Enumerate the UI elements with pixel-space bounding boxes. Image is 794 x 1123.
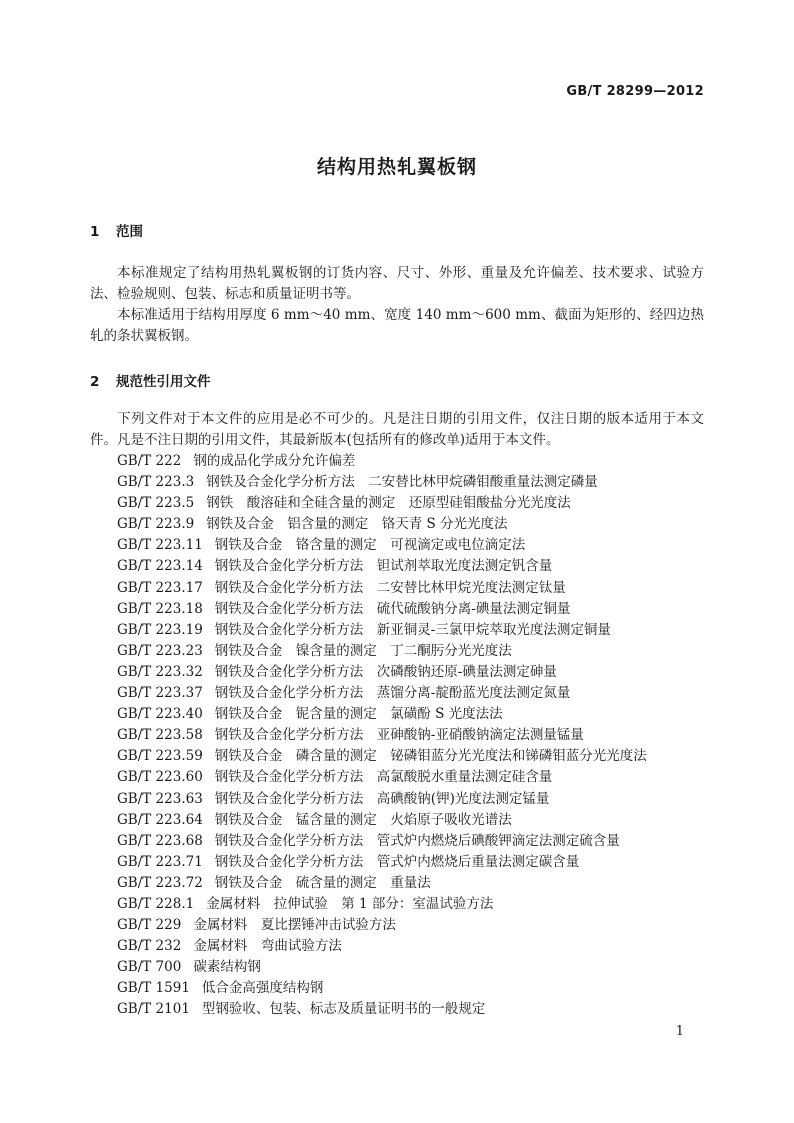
- reference-title: 碳素结构钢: [193, 959, 261, 976]
- reference-code: GB/T 223.60: [117, 769, 203, 786]
- reference-title: 钢的成品化学成分允许偏差: [193, 453, 356, 469]
- reference-title: 钢铁及合金 铌含量的测定 氯磺酚 S 光度法法: [214, 706, 503, 723]
- reference-item: [117, 641, 647, 662]
- reference-code: GB/T 223.71: [117, 853, 203, 870]
- reference-code: GB/T 223.59: [117, 748, 203, 765]
- reference-item: [117, 873, 647, 894]
- section-2-heading: [90, 370, 211, 390]
- reference-code: GB/T 223.3: [117, 474, 195, 491]
- reference-item: [117, 556, 647, 577]
- reference-title: 低合金高强度结构钢: [201, 980, 324, 997]
- reference-code: GB/T 223.63: [117, 790, 203, 807]
- reference-code: GB/T 228.1: [117, 895, 195, 912]
- reference-title: 钢铁及合金化学分析方法 二安替比林甲烷磷钼酸重量法测定磷量: [206, 474, 598, 491]
- section-2-title: 规范性引用文件: [116, 374, 211, 390]
- reference-item: [117, 620, 647, 641]
- document-title: 结构用热轧翼板钢: [316, 156, 477, 178]
- reference-item: [117, 746, 647, 767]
- reference-item: [117, 810, 647, 831]
- reference-title: 钢铁及合金化学分析方法 管式炉内燃烧后重量法测定碳含量: [214, 853, 580, 870]
- reference-code: GB/T 223.5: [117, 495, 195, 512]
- reference-title: 型钢验收、包装、标志及质量证明书的一般规定: [201, 1001, 486, 1018]
- reference-item: [117, 767, 647, 788]
- reference-item: [117, 704, 647, 725]
- reference-title: 钢铁及合金 铝含量的测定 铬天青 S 分光光度法: [206, 516, 508, 533]
- reference-item: [117, 451, 647, 472]
- reference-item: [117, 936, 647, 957]
- reference-item: [117, 535, 647, 556]
- section-1-number: 1: [90, 224, 100, 240]
- reference-title: 钢铁及合金 镍含量的测定 丁二酮肟分光光度法: [214, 642, 512, 659]
- reference-code: GB/T 223.11: [117, 537, 203, 554]
- reference-title: 金属材料 拉伸试验 第 1 部分：室温试验方法: [206, 895, 494, 912]
- reference-code: GB/T 223.64: [117, 811, 203, 828]
- reference-item: [117, 999, 647, 1020]
- reference-item: [117, 683, 647, 704]
- reference-title: 钢铁及合金化学分析方法 高碘酸钠(钾)光度法测定锰量: [214, 790, 550, 807]
- reference-item: [117, 514, 647, 535]
- reference-title: 钢铁及合金化学分析方法 新亚铜灵-三氯甲烷萃取光度法测定铜量: [214, 621, 611, 638]
- reference-code: GB/T 223.23: [117, 642, 203, 659]
- reference-code: GB/T 223.18: [117, 600, 203, 617]
- reference-code: GB/T 223.32: [117, 663, 203, 680]
- reference-title: 钢铁及合金化学分析方法 硫代硫酸钠分离-碘量法测定铜量: [214, 600, 571, 617]
- reference-item: [117, 789, 647, 810]
- reference-code: GB/T 222: [117, 453, 182, 469]
- reference-code: GB/T 700: [117, 959, 182, 976]
- scope-paragraph-2: 本标准适用于结构用厚度 6 mm～40 mm、宽度 140 mm～600 mm、截面为矩形的、经四边热轧的条状翼板钢。: [90, 307, 704, 344]
- page-number: 1: [675, 1024, 684, 1039]
- reference-title: 钢铁及合金化学分析方法 钽试剂萃取光度法测定钒含量: [214, 558, 553, 575]
- reference-title: 金属材料 弯曲试验方法: [193, 938, 342, 955]
- reference-item: [117, 493, 647, 514]
- reference-item: [117, 915, 647, 936]
- reference-code: GB/T 1591: [117, 980, 190, 997]
- reference-item: [117, 831, 647, 852]
- reference-code: GB/T 223.37: [117, 685, 203, 702]
- reference-title: 钢铁及合金 磷含量的测定 铋磷钼蓝分光光度法和锑磷钼蓝分光光度法: [214, 748, 647, 765]
- reference-code: GB/T 223.17: [117, 579, 203, 596]
- reference-item: [117, 957, 647, 978]
- reference-item: [117, 894, 647, 915]
- section-2-number: 2: [90, 374, 100, 390]
- reference-title: 钢铁及合金化学分析方法 亚砷酸钠-亚硝酸钠滴定法测量锰量: [214, 727, 584, 744]
- reference-item: [117, 978, 647, 999]
- reference-title: 钢铁及合金化学分析方法 次磷酸钠还原-碘量法测定砷量: [214, 663, 557, 680]
- reference-title: 钢铁及合金化学分析方法 高氯酸脱水重量法测定硅含量: [214, 769, 553, 786]
- reference-title: 钢铁及合金 硫含量的测定 重量法: [214, 874, 431, 891]
- reference-item: [117, 852, 647, 873]
- reference-item: [117, 578, 647, 599]
- references-intro: 下列文件对于本文件的应用是必不可少的。凡是注日期的引用文件，仅注日期的版本适用于本文件。凡是不注日期的引用文件，其最新版本(包括所有的修改单)适用于本文件。: [90, 411, 704, 448]
- reference-title: 钢铁 酸溶硅和全硅含量的测定 还原型硅钼酸盐分光光度法: [206, 495, 571, 512]
- reference-code: GB/T 223.72: [117, 874, 203, 891]
- reference-code: GB/T 223.40: [117, 706, 203, 723]
- reference-title: 钢铁及合金化学分析方法 蒸馏分离-靛酚蓝光度法测定氮量: [214, 685, 571, 702]
- reference-item: [117, 662, 647, 683]
- section-1-heading: [90, 220, 143, 240]
- reference-title: 钢铁及合金化学分析方法 二安替比林甲烷光度法测定钛量: [214, 579, 566, 596]
- section-1-title: 范围: [116, 224, 143, 240]
- reference-title: 钢铁及合金化学分析方法 管式炉内燃烧后碘酸钾滴定法测定硫含量: [214, 832, 620, 849]
- reference-code: GB/T 229: [117, 917, 182, 934]
- reference-title: 钢铁及合金 铬含量的测定 可视滴定或电位滴定法: [214, 537, 526, 554]
- reference-code: GB/T 223.19: [117, 621, 203, 638]
- reference-item: [117, 725, 647, 746]
- standard-code: GB/T 28299—2012: [566, 84, 704, 99]
- reference-item: [117, 599, 647, 620]
- reference-item: [117, 472, 647, 493]
- reference-code: GB/T 223.58: [117, 727, 203, 744]
- reference-code: GB/T 223.9: [117, 516, 195, 533]
- scope-paragraph-1: 本标准规定了结构用热轧翼板钢的订货内容、尺寸、外形、重量及允许偏差、技术要求、试验方法、检验规则、包装、标志和质量证明书等。: [90, 265, 704, 302]
- reference-title: 钢铁及合金 锰含量的测定 火焰原子吸收光谱法: [214, 811, 512, 828]
- reference-code: GB/T 2101: [117, 1001, 190, 1018]
- reference-title: 金属材料 夏比摆锤冲击试验方法: [193, 917, 396, 934]
- reference-code: GB/T 232: [117, 938, 182, 955]
- reference-code: GB/T 223.14: [117, 558, 203, 575]
- reference-list: [117, 451, 647, 1021]
- reference-code: GB/T 223.68: [117, 832, 203, 849]
